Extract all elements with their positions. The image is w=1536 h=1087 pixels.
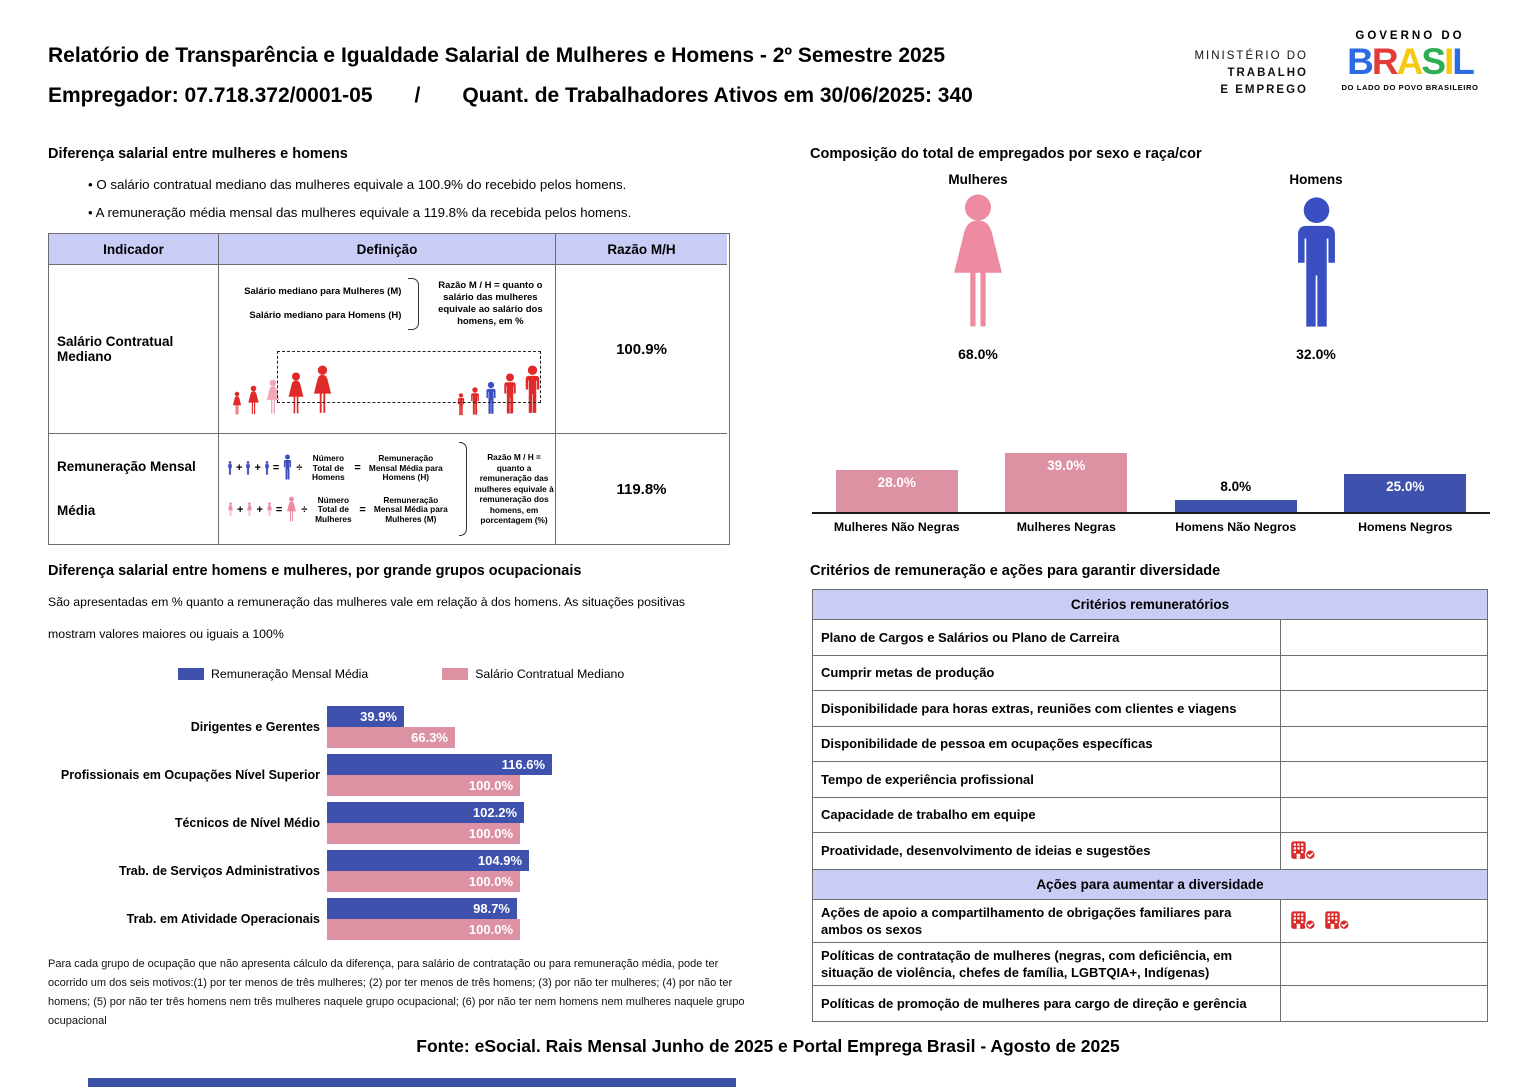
cropped-bottom-bar: [88, 1078, 736, 1087]
bar-Remuneração Mensal Média: 116.6%: [327, 754, 552, 775]
woman-icon: [231, 391, 243, 417]
bar-Salário Contratual Mediano: 66.3%: [327, 727, 455, 748]
criteria-row: [813, 798, 1487, 834]
occupation-label: Trab. de Serviços Administrativos: [119, 864, 320, 878]
row2-definition: [219, 434, 556, 544]
company-check-icon: [1290, 840, 1317, 861]
median-women-label: Salário mediano para Mulheres (M): [244, 286, 402, 297]
row2-indicator: Remuneração Mensal Média: [49, 434, 219, 544]
report-subtitle: [48, 76, 973, 116]
race-sex-bar-chart: [812, 428, 1490, 534]
composition-title: Composição do total de empregados por sexo e raça/cor: [810, 146, 1202, 162]
operator: =: [359, 503, 366, 516]
criteria-value-cell: [1281, 727, 1487, 762]
col-header-definicao: Definição: [219, 234, 556, 265]
occupation-label: Dirigentes e Gerentes: [190, 720, 320, 734]
occupation-group: [48, 754, 552, 796]
mean-ratio-note: Razão M / H = quanto a remuneração das mulheres equivale à remuneração dos homens, em porcentagem (%): [474, 452, 554, 526]
man-icon: [227, 461, 233, 476]
criteria-label: Políticas de contratação de mulheres (negras, com deficiência, em situação de violência, chefes de família, LGBTQIA+, Indígenas): [813, 943, 1281, 985]
governo-do-label: GOVERNO DO: [1355, 30, 1465, 42]
bar-Homens Não Negros: [1175, 500, 1297, 512]
bar-value-label: 25.0%: [1386, 479, 1425, 494]
ministry-line: MINISTÉRIO DO: [1194, 50, 1308, 62]
criteria-value-cell: [1281, 943, 1487, 985]
women-label: Mulheres: [948, 172, 1008, 187]
bracket-shape: [408, 278, 418, 330]
criteria-label: Cumprir metas de produção: [813, 656, 1281, 691]
criteria-row: [813, 943, 1487, 986]
bar-slot: [812, 428, 982, 512]
criteria-label: Disponibilidade de pessoa em ocupações específicas: [813, 727, 1281, 762]
occupational-subtitle-2: mostram valores maiores ou iguais a 100%: [48, 627, 284, 641]
brasil-letter: S: [1421, 41, 1444, 82]
woman-icon: [246, 385, 261, 417]
legend-label: Salário Contratual Mediano: [475, 667, 625, 681]
bar-slot: [982, 428, 1152, 512]
brasil-letter: I: [1444, 41, 1453, 82]
criteria-row: [813, 833, 1487, 869]
salary-bullet-1: • O salário contratual mediano das mulheres equivale a 100.9% do recebido pelos homens.: [88, 177, 626, 192]
separator: /: [414, 84, 421, 107]
ministry-line: E EMPREGO: [1220, 84, 1308, 96]
criteria-row: [813, 620, 1487, 656]
occupation-label: Trab. em Atividade Operacionais: [126, 912, 320, 926]
company-check-icon: [1290, 910, 1317, 931]
bar-value-label: 39.0%: [1047, 458, 1086, 473]
operator: +: [237, 503, 244, 516]
employer-id: Empregador: 07.718.372/0001-05: [48, 84, 373, 107]
criteria-table: [812, 589, 1488, 1022]
operator: =: [272, 462, 280, 475]
government-logo: [1194, 30, 1490, 99]
mean-remuneration-label: Remuneração Mensal Média para Mulheres (M): [373, 494, 448, 524]
category-label: Mulheres Não Negras: [833, 520, 960, 534]
women-mean-formula: [227, 496, 453, 525]
man-icon: [1288, 196, 1345, 338]
salary-indicators-table: [48, 233, 730, 545]
col-header-razao: Razão M/H: [556, 234, 727, 265]
criteria-label: Políticas de promoção de mulheres para cargo de direção e gerência: [813, 986, 1281, 1022]
criteria-row: [813, 691, 1487, 727]
bar-Salário Contratual Mediano: 100.0%: [327, 871, 520, 892]
occupation-group: [48, 850, 552, 892]
criteria-row: [813, 762, 1487, 798]
criteria-row: [813, 727, 1487, 763]
criteria-value-cell: [1281, 833, 1487, 869]
operator: +: [236, 462, 243, 475]
criteria-section2-header: Ações para aumentar a diversidade: [813, 869, 1487, 900]
category-label: Homens Negros: [1358, 520, 1453, 534]
bar-slot: [1151, 428, 1321, 512]
salary-diff-title: Diferença salarial entre mulheres e homens: [48, 146, 348, 162]
occupation-bars: [327, 706, 455, 748]
bar-area: [812, 428, 1490, 514]
criteria-value-cell: [1281, 762, 1487, 797]
man-icon: [245, 461, 251, 476]
woman-icon: [266, 502, 273, 517]
occupational-subtitle-1: São apresentadas em % quanto a remuneração das mulheres vale em relação à dos homens. As situações positivas: [48, 595, 686, 609]
row1-ratio-value: 100.9%: [556, 265, 727, 434]
occupation-bars: [327, 850, 529, 892]
criteria-label: Plano de Cargos e Salários ou Plano de Carreira: [813, 620, 1281, 655]
bar-Salário Contratual Mediano: 100.0%: [327, 823, 520, 844]
criteria-label: Tempo de experiência profissional: [813, 762, 1281, 797]
composition-women-figure: [878, 172, 1078, 362]
criteria-value-cell: [1281, 986, 1487, 1022]
bar-value-label: 28.0%: [877, 475, 916, 490]
category-label: Mulheres Negras: [1016, 520, 1116, 534]
criteria-label: Ações de apoio a compartilhamento de obrigações familiares para ambos os sexos: [813, 900, 1281, 942]
median-definition-lines: [237, 280, 401, 328]
operator: +: [256, 503, 263, 516]
occupation-bars: [327, 802, 524, 844]
operator: +: [254, 462, 261, 475]
criteria-row: [813, 986, 1487, 1022]
operator: ÷: [301, 503, 308, 516]
bar-Salário Contratual Mediano: 100.0%: [327, 919, 520, 940]
criteria-value-cell: [1281, 798, 1487, 833]
criteria-row: [813, 656, 1487, 692]
active-workers: Quant. de Trabalhadores Ativos em 30/06/2025: 340: [462, 84, 973, 107]
bar-value-label: 8.0%: [1220, 479, 1252, 494]
bar-Remuneração Mensal Média: 98.7%: [327, 898, 517, 919]
source-footer: Fonte: eSocial. Rais Mensal Junho de 2025 e Portal Emprega Brasil - Agosto de 2025: [416, 1036, 1120, 1056]
brasil-letter: B: [1347, 41, 1372, 82]
legend-item-contratual-mediano: [442, 667, 624, 681]
brasil-letter: R: [1371, 41, 1397, 82]
occupation-bars: [327, 754, 552, 796]
bar-Mulheres Não Negras: [836, 470, 958, 512]
bracket-shape: [459, 442, 467, 536]
men-label: Homens: [1289, 172, 1343, 187]
occupation-group: [48, 898, 552, 940]
governo-do-brasil-logo: [1330, 30, 1490, 92]
criteria-label: Disponibilidade para horas extras, reuniões com clientes e viagens: [813, 691, 1281, 726]
total-count-label: Número Total de Mulheres: [315, 494, 352, 524]
legend-item-mensal-media: [178, 667, 368, 681]
bar-Remuneração Mensal Média: 102.2%: [327, 802, 524, 823]
occupation-label: Profissionais em Ocupações Nível Superior: [60, 768, 320, 782]
bar-Remuneração Mensal Média: 104.9%: [327, 850, 529, 871]
occupation-bars: [327, 898, 520, 940]
occupational-bar-chart: [48, 706, 552, 946]
criteria-value-cell: [1281, 656, 1487, 691]
row1-definition: [219, 265, 556, 434]
criteria-value-cell: [1281, 900, 1487, 942]
legend-swatch-blue: [178, 668, 204, 680]
men-percentage: 32.0%: [1296, 346, 1336, 362]
criteria-title: Critérios de remuneração e ações para garantir diversidade: [810, 563, 1221, 579]
occupation-group: [48, 802, 552, 844]
man-icon: [264, 461, 270, 476]
median-dashed-box: [277, 351, 541, 403]
row2-ratio-value: 119.8%: [616, 480, 667, 498]
occupational-footnote: Para cada grupo de ocupação que não apresenta cálculo da diferença, para salário de contratação ou para remuneração média, pode ter ocorrido um dos seis motivos:(1) por ter menos de três mulheres; (2) por ter menos de três homens; (3) por não ter mulheres; (4) por não ter homens; (5) por não ter três homens nem três mulheres naquele grupo ocupacional; (6) por não ter nem homens nem mulheres naquele grupo ocupacional: [48, 958, 745, 1027]
occupation-group: [48, 706, 552, 748]
mean-remuneration-label: Remuneração Mensal Média para Homens (H): [368, 453, 443, 482]
company-check-icon: [1324, 910, 1351, 931]
bar-slot: [1321, 428, 1491, 512]
bar-Remuneração Mensal Média: 39.9%: [327, 706, 404, 727]
occupational-title: Diferença salarial entre homens e mulheres, por grande grupos ocupacionais: [48, 563, 582, 579]
criteria-label: Capacidade de trabalho em equipe: [813, 798, 1281, 833]
women-percentage: 68.0%: [958, 346, 998, 362]
brasil-letter: A: [1396, 41, 1422, 82]
operator: =: [275, 503, 283, 516]
criteria-value-cell: [1281, 691, 1487, 726]
col-header-indicador: Indicador: [49, 234, 219, 265]
criteria-label: Proatividade, desenvolvimento de ideias e sugestões: [813, 833, 1281, 869]
report-header: [48, 36, 973, 116]
median-men-label: Salário mediano para Homens (H): [249, 310, 402, 321]
brasil-letter: L: [1452, 41, 1473, 82]
woman-icon: [943, 193, 1013, 338]
man-icon: [282, 454, 293, 482]
salary-bullet-2: • A remuneração média mensal das mulheres equivale a 119.8% da recebida pelos homens.: [88, 205, 631, 220]
criteria-row: [813, 900, 1487, 943]
ministry-wordmark: [1194, 48, 1308, 99]
operator: =: [354, 462, 361, 475]
ministry-line: TRABALHO: [1227, 67, 1308, 79]
occupation-label: Técnicos de Nível Médio: [174, 816, 320, 830]
bar-Salário Contratual Mediano: 100.0%: [327, 775, 520, 796]
bar-Mulheres Negras: [1005, 453, 1127, 512]
category-axis: [812, 520, 1490, 534]
criteria-section1-header: Critérios remuneratórios: [813, 590, 1487, 620]
row1-indicator: Salário Contratual Mediano: [49, 265, 219, 434]
woman-icon: [227, 502, 234, 517]
composition-men-figure: [1216, 172, 1416, 362]
men-mean-formula: [227, 454, 453, 483]
woman-icon: [246, 502, 253, 517]
brasil-wordmark: [1330, 42, 1490, 82]
chart-legend: [178, 667, 624, 681]
median-ratio-note: Razão M / H = quanto o salário das mulheres equivale ao salário dos homens, em %: [438, 280, 543, 327]
legend-swatch-pink: [442, 668, 468, 680]
total-count-label: Número Total de Homens: [311, 453, 345, 482]
logo-tagline: DO LADO DO POVO BRASILEIRO: [1341, 83, 1479, 92]
operator: ÷: [296, 462, 303, 475]
bar-Homens Negros: [1344, 474, 1466, 512]
legend-label: Remuneração Mensal Média: [211, 667, 369, 681]
report-title: Relatório de Transparência e Igualdade Salarial de Mulheres e Homens - 2º Semestre 2025: [48, 44, 946, 67]
woman-icon: [285, 496, 298, 524]
criteria-value-cell: [1281, 620, 1487, 655]
category-label: Homens Não Negros: [1175, 520, 1297, 534]
